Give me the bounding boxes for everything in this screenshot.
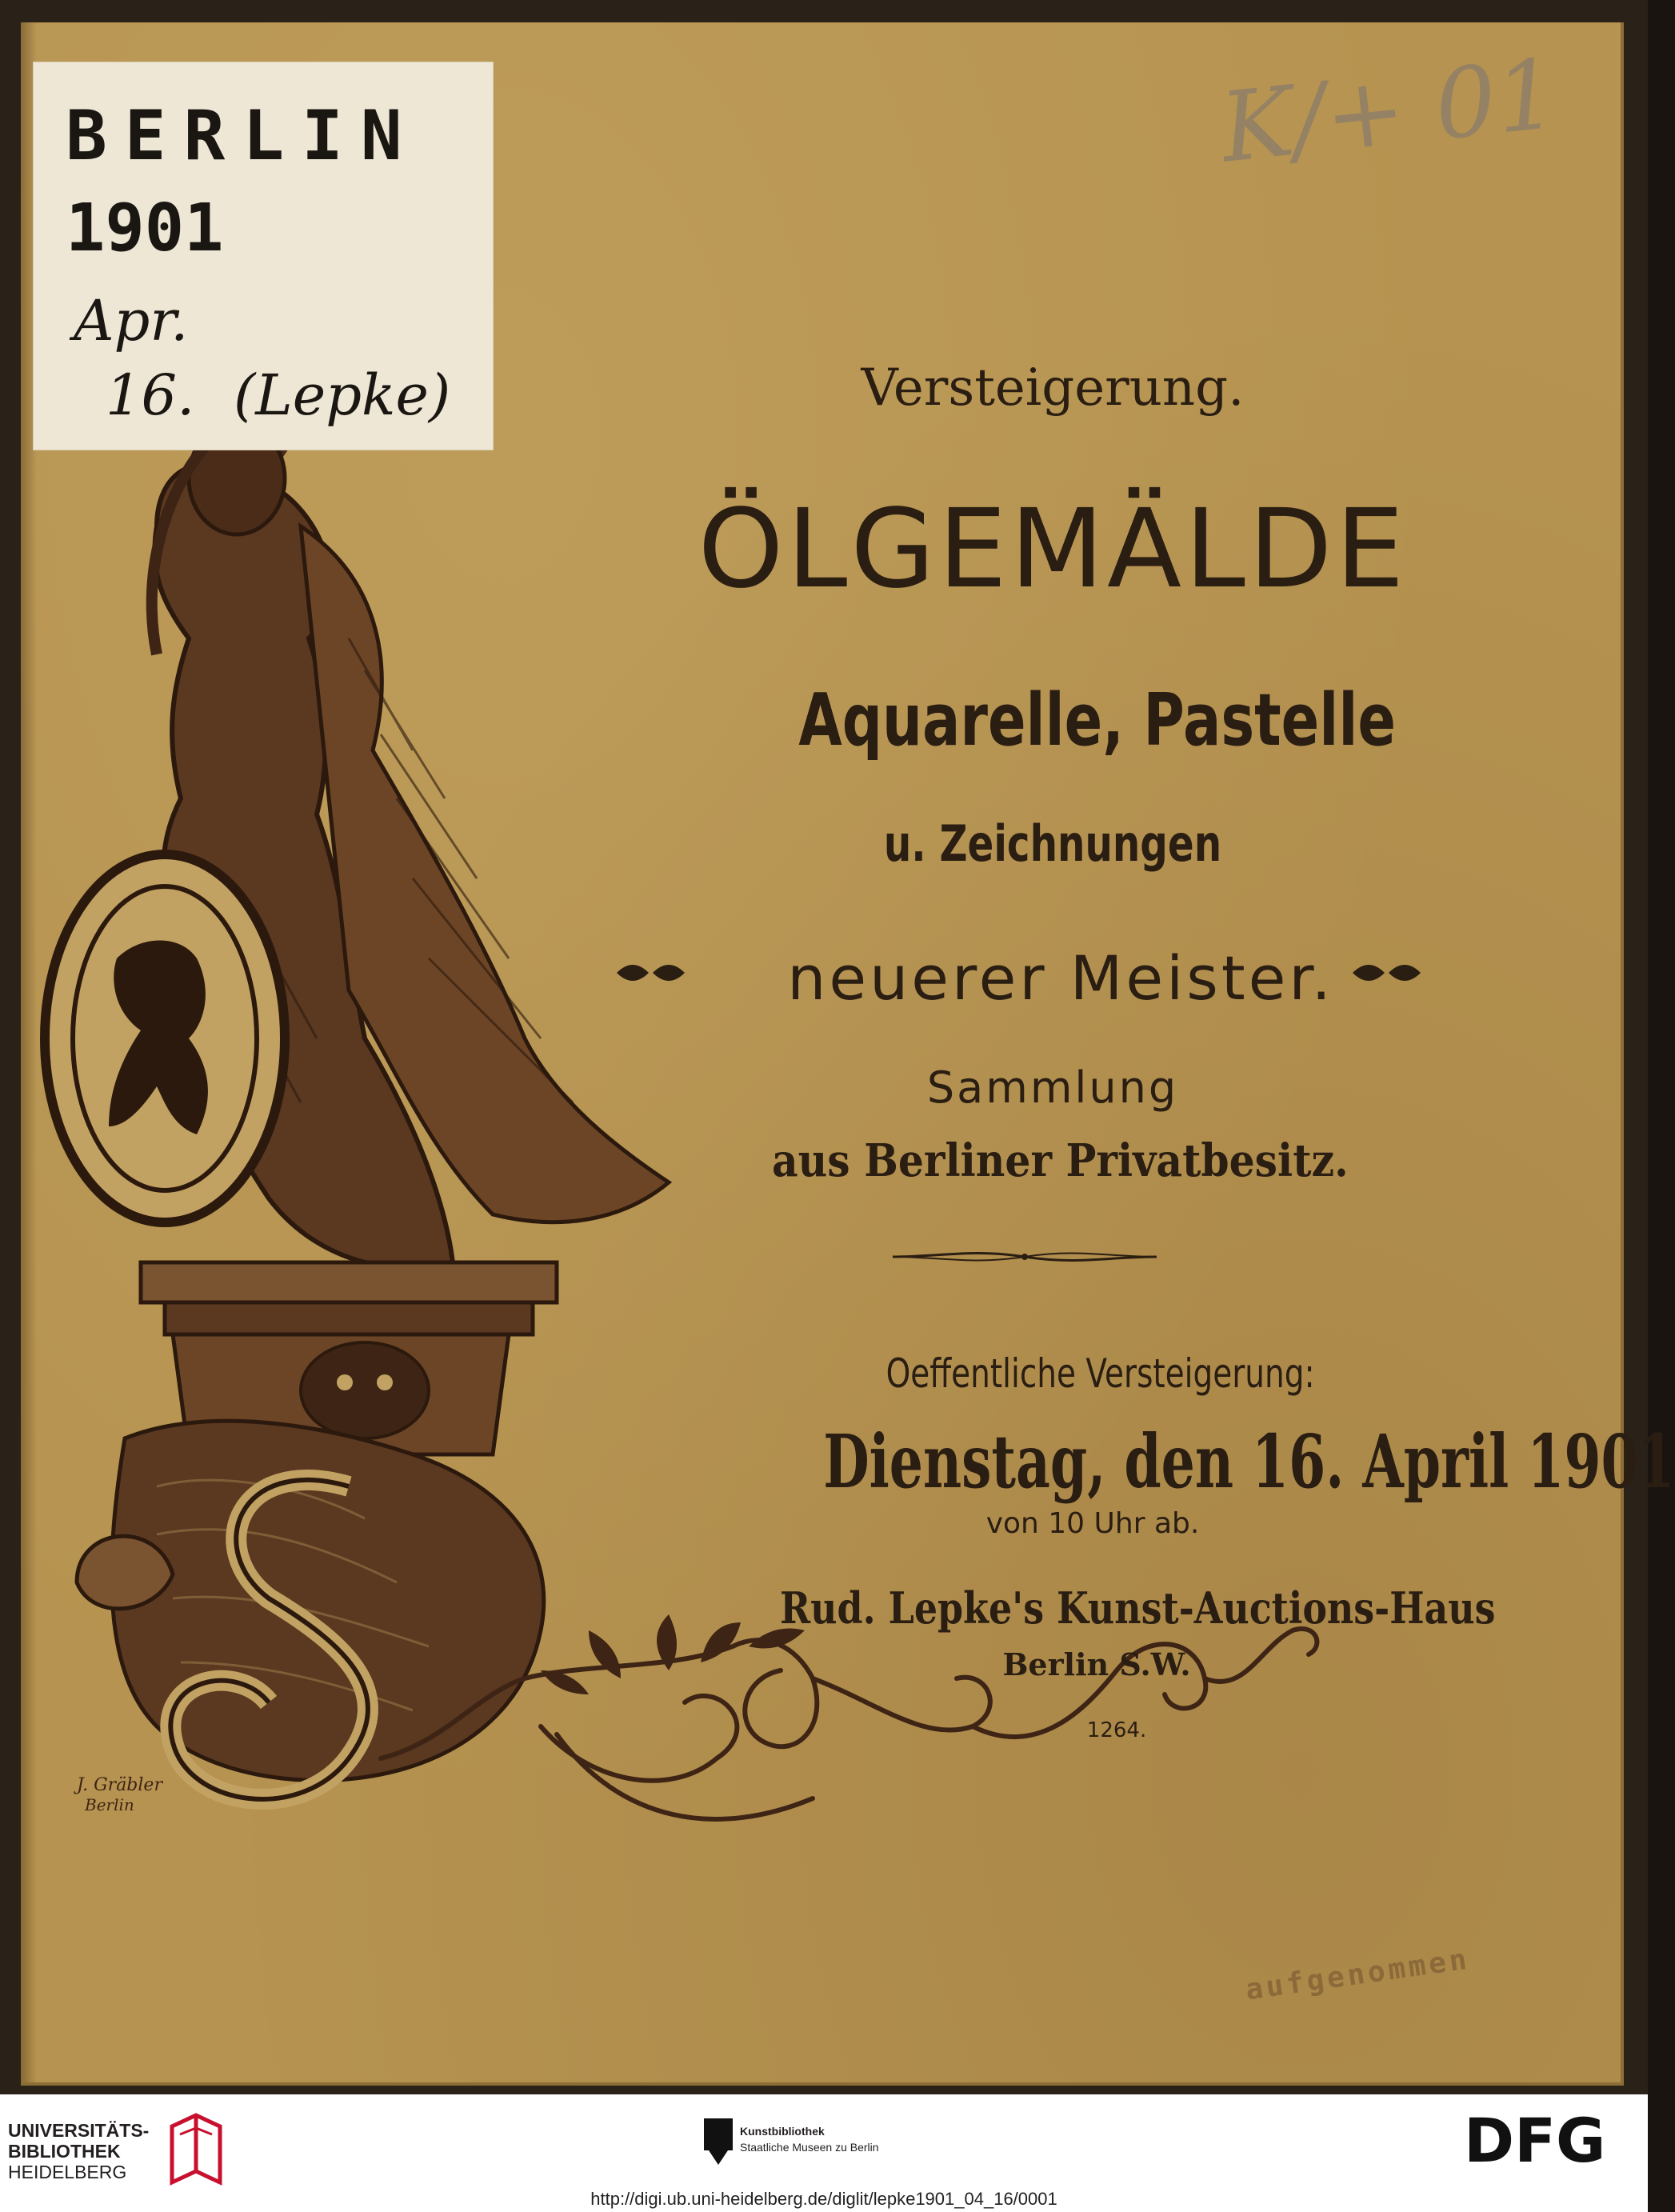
svg-text:J. Gräbler: J. Gräbler <box>77 1775 162 1795</box>
subtitle-aquarelle: Aquarelle, Pastelle <box>798 678 1397 762</box>
title-oelgemaelde: ÖLGEMÄLDE <box>698 486 1408 613</box>
catalog-cover <box>21 22 1675 2086</box>
collection-line-2: aus Berliner Privatbesitz. <box>772 1134 1349 1187</box>
label-year: 1901 <box>66 190 224 266</box>
university-line-2: BIBLIOTHEK <box>8 2141 121 2162</box>
auction-time: von 10 Uhr ab. <box>985 1507 1200 1540</box>
pencil-shelfmark: K/+ 01 <box>1215 38 1563 185</box>
kunstbibliothek-logo-icon[interactable] <box>704 2118 733 2166</box>
label-city: BERLIN <box>66 96 420 176</box>
auction-house-city: Berlin S.W. <box>1002 1646 1191 1682</box>
kunstbibliothek-name: Kunstbibliothek <box>740 2125 825 2138</box>
permalink-url[interactable]: http://digi.ub.uni-heidelberg.de/diglit/lepke1901_04_16/0001 <box>590 2189 1057 2209</box>
dfg-logo-text: DFG <box>1464 2105 1606 2176</box>
university-line-3: HEIDELBERG <box>8 2162 127 2182</box>
subtitle-zeichnungen: u. Zeichnungen <box>883 814 1222 873</box>
digitization-footer <box>0 2094 1648 2212</box>
leaf-ornament-left <box>613 957 693 989</box>
auction-date: Dienstag, den 16. April 1901 <box>823 1418 1675 1505</box>
heading-versteigerung: Versteigerung. <box>861 358 1245 418</box>
aufgenommen-stamp: aufgenommen <box>1243 1942 1472 2007</box>
university-line-1: UNIVERSITÄTS- <box>8 2120 150 2141</box>
collection-line-1: Sammlung <box>926 1062 1179 1113</box>
auction-house-name: Rud. Lepke's Kunst-Auctions-Haus <box>780 1582 1496 1634</box>
staatliche-museen-name: Staatliche Museen zu Berlin <box>740 2141 879 2154</box>
public-auction-label: Oeffentliche Versteigerung: <box>885 1350 1315 1397</box>
catalog-number: 1264. <box>1086 1718 1147 1742</box>
dfg-logo-icon[interactable] <box>1464 2105 1624 2176</box>
label-auction-house: (Lepke) <box>234 362 451 428</box>
svg-text:Berlin: Berlin <box>85 1795 134 1814</box>
label-month: Apr. <box>74 288 189 354</box>
library-label <box>34 62 493 450</box>
ornamental-divider <box>893 1245 1157 1269</box>
heidelberg-logo-icon <box>164 2110 228 2187</box>
subtitle-neuerer-meister: neuerer Meister. <box>787 942 1334 1014</box>
heidelberg-logo[interactable] <box>0 2106 240 2186</box>
label-day: 16. <box>106 362 195 428</box>
